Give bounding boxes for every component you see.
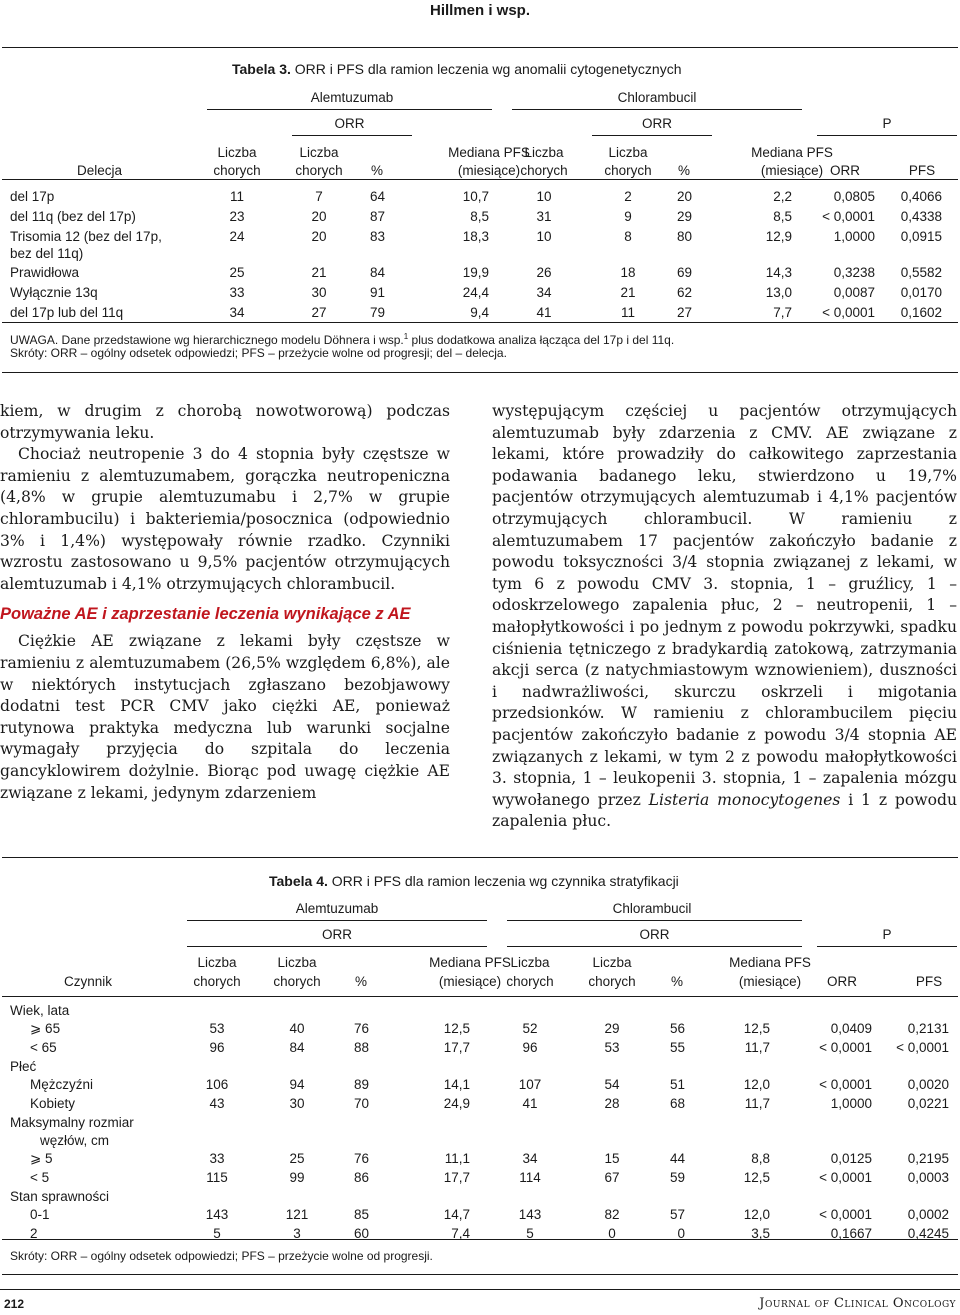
table-cell: 11,7 [744, 1040, 770, 1055]
table-cell: 88 [353, 1040, 369, 1055]
table-cell: 107 [518, 1077, 542, 1092]
rule [187, 920, 487, 921]
table-cell: 28 [604, 1096, 620, 1111]
table-cell: 0,0125 [830, 1151, 872, 1166]
column-header: (miesiące) [760, 163, 824, 178]
table-cell: 25 [289, 1151, 305, 1166]
column-header: Liczba [592, 955, 632, 970]
table-cell: 55 [669, 1040, 685, 1055]
table-cell: 24 [229, 229, 245, 244]
column-header: % [670, 974, 683, 989]
paragraph: Chociaż neutropenie 3 do 4 stopnia były częstsze w ramieniu z alemtuzumabem, gorączka neutropeniczna (4,8% w grupie alemtuzumabu i 2,7% w grupie chlorambucilu) i bakteriemia/posocznica (odpowiednio 3% i 1,4%) występowały równie rzadko. Czynniki wzrostu zastosowano u 9,5% pacjentów otrzymujących alemtuzumab i 4,1% otrzymujących chlorambucil. [0, 445, 450, 593]
table-cell: 80 [676, 229, 692, 244]
table-cell: 60 [353, 1226, 369, 1241]
table-cell: 68 [669, 1096, 685, 1111]
table-cell: 143 [205, 1207, 229, 1222]
table-cell: 9 [624, 209, 632, 224]
table-cell: 10,7 [462, 189, 489, 204]
row-label: < 65 [30, 1040, 57, 1055]
table-cell: 12,5 [743, 1170, 770, 1185]
table-cell: 2 [624, 189, 632, 204]
table-cell: 0,0805 [833, 189, 875, 204]
footer-rule [0, 1289, 960, 1290]
table-3-caption-label: Tabela 3. [232, 61, 291, 77]
table-cell: 34 [536, 285, 552, 300]
table-cell: 56 [669, 1021, 685, 1036]
table-cell: 1,0000 [830, 1096, 872, 1111]
column-header: chorych [295, 163, 343, 178]
table-cell: 70 [353, 1096, 369, 1111]
table-cell: 84 [369, 265, 385, 280]
column-header: chorych [213, 163, 261, 178]
rule [292, 135, 412, 136]
table-3-note: UWAGA. Dane przedstawione wg hierarchicznego modelu Döhnera i wsp.$^1$ plus dodatkowa analiza łącząca del 17p i del 11q. [10, 332, 675, 347]
table-cell: 0,0087 [833, 285, 875, 300]
group-header-alemtuzumab: Alemtuzumab [310, 90, 394, 105]
table-cell: 54 [604, 1077, 620, 1092]
table-cell: 33 [229, 285, 245, 300]
table-cell: 0,1667 [830, 1226, 872, 1241]
table-cell: 114 [519, 1170, 541, 1185]
group-label: Maksymalny rozmiar [10, 1115, 134, 1130]
row-label: < 5 [30, 1170, 50, 1185]
table-cell: 19,9 [462, 265, 489, 280]
table-4-caption-label: Tabela 4. [269, 873, 328, 889]
column-header: Liczba [197, 955, 237, 970]
table-cell: 41 [522, 1096, 538, 1111]
section-heading: Poważne AE i zaprzestanie leczenia wynikające z AE [0, 605, 411, 624]
row-label: Wyłącznie 13q [10, 285, 98, 300]
column-header: PFS [908, 163, 936, 178]
table-cell: 86 [353, 1170, 369, 1185]
column-header: Liczba [608, 145, 648, 160]
table-cell: 67 [604, 1170, 620, 1185]
table-cell: 17,7 [443, 1040, 470, 1055]
table-cell: 12,0 [743, 1077, 770, 1092]
table-cell: 121 [285, 1207, 309, 1222]
table-cell: 64 [369, 189, 385, 204]
table-cell: < 0,0001 [819, 1207, 872, 1222]
table-cell: 0,2131 [907, 1021, 949, 1036]
table-cell: 14,7 [443, 1207, 470, 1222]
column-header: (miesiące) [457, 163, 521, 178]
rule [507, 946, 802, 947]
table-cell: 0 [677, 1226, 685, 1241]
table-cell: 27 [676, 305, 692, 320]
table-cell: < 0,0001 [822, 209, 875, 224]
table-cell: 3,5 [751, 1226, 770, 1241]
column-header: % [370, 163, 383, 178]
journal-name: Journal of Clinical Oncology [759, 1296, 956, 1311]
table-cell: 14,3 [765, 265, 792, 280]
table-cell: 9,4 [470, 305, 489, 320]
table-cell: 0,5582 [900, 265, 942, 280]
table-cell: 83 [369, 229, 385, 244]
p-header: P [882, 927, 892, 942]
group-label-continued: węzłów, cm [40, 1133, 110, 1148]
rule [2, 996, 958, 997]
table-cell: 99 [289, 1170, 305, 1185]
table-cell: 25 [229, 265, 245, 280]
orr-header-alemtuzumab: ORR [334, 116, 365, 131]
table-cell: 31 [536, 209, 552, 224]
table-cell: 57 [669, 1207, 685, 1222]
column-header: % [677, 163, 690, 178]
table-cell: 30 [289, 1096, 305, 1111]
table-cell: 23 [229, 209, 245, 224]
table-cell: 53 [209, 1021, 225, 1036]
row-header: Delecja [77, 163, 123, 178]
table-cell: 24,4 [462, 285, 489, 300]
rule [592, 135, 712, 136]
table-cell: 89 [353, 1077, 369, 1092]
rule [2, 322, 958, 323]
table-cell: 76 [353, 1021, 369, 1036]
table-cell: 12,0 [743, 1207, 770, 1222]
table-cell: 5 [526, 1226, 534, 1241]
table-cell: 0,0003 [907, 1170, 949, 1185]
table-cell: 0,3238 [833, 265, 875, 280]
table-cell: 20 [676, 189, 692, 204]
table-cell: 0,4245 [907, 1226, 949, 1241]
table-cell: 12,9 [765, 229, 792, 244]
table-cell: 143 [518, 1207, 542, 1222]
table-cell: 0,0221 [907, 1096, 949, 1111]
table-cell: 30 [311, 285, 327, 300]
table-cell: 44 [669, 1151, 685, 1166]
table-cell: 2,2 [773, 189, 792, 204]
row-label: 0-1 [30, 1207, 50, 1222]
table-cell: 8 [624, 229, 632, 244]
table-cell: 85 [353, 1207, 369, 1222]
rule [2, 1239, 958, 1240]
column-header: (miesiące) [738, 974, 802, 989]
column-header: Liczba [524, 145, 564, 160]
table-cell: 96 [522, 1040, 538, 1055]
table-cell: 0,4066 [900, 189, 942, 204]
table-4 [2, 857, 958, 1275]
table-cell: 51 [669, 1077, 685, 1092]
group-label: Płeć [10, 1059, 37, 1074]
running-head: Hillmen i wsp. [429, 2, 531, 19]
right-column [492, 401, 957, 833]
table-cell: 94 [289, 1077, 305, 1092]
table-3-abbreviations: Skróty: ORR – ogólny odsetek odpowiedzi; PFS – przeżycie wolne od progresji; del – delecja. [10, 346, 507, 360]
rule [187, 946, 487, 947]
table-cell: 84 [289, 1040, 305, 1055]
column-header: Liczba [217, 145, 257, 160]
table-cell: 0,1602 [900, 305, 942, 320]
rule [817, 135, 957, 136]
orr-header-chlorambucil: ORR [642, 116, 672, 131]
column-header: ORR [830, 163, 860, 178]
table-cell: 8,8 [751, 1151, 770, 1166]
row-header: Czynnik [64, 974, 113, 989]
table-cell: 11 [620, 305, 635, 320]
table-cell: 15 [604, 1151, 620, 1166]
table-cell: < 0,0001 [896, 1040, 949, 1055]
column-header: chorych [273, 974, 321, 989]
table-cell: 34 [229, 305, 245, 320]
table-cell: 0,0409 [830, 1021, 872, 1036]
column-header: chorych [588, 974, 636, 989]
table-cell: 82 [604, 1207, 620, 1222]
column-header: chorych [193, 974, 241, 989]
table-cell: 5 [213, 1226, 221, 1241]
table-cell: 12,5 [743, 1021, 770, 1036]
paragraph: występującym częściej u pacjentów otrzymujących alemtuzumab były zdarzenia z CMV. AE związane z lekami, które prowadziły do całkowitego zaprzestania podawania badanego leku, stwierdzono u 19,7% pacjentów otrzymujących alemtuzumab i 4,1% pacjentów otrzymujących chlorambucil. W ramieniu z alemtuzumabem 17 pacjentów zakończyło badanie z powodu toksyczności 3/4 stopnia związanej z lekami, w tym 6 z powodu CMV 3. stopnia, 1 – gruźlicy, 1 – odoskrzelowego zapalenia płuc, 2 – neutropenii, 1 – małopłytkowości i po jednym z powodu pokrzywki, spadku ciśnienia tętniczego z bradykardią zatokową, zatrzymania akcji serca (z natychmiastowym wznowieniem), duszności i nadwrażliwości, skurczu oskrzeli i migotania przedsionków. W ramieniu z chlorambucilem pięciu pacjentów zakończyło badanie z powodu 3/4 stopnia AE związanych z lekami, w tym 2 z powodu małopłytkowości 3. stopnia, 1 – leukopenii 3. stopnia, 1 – zapalenia mózgu wywołanego przez Listeria monocytogenes i 1 z powodu zapalenia płuc. [492, 402, 958, 831]
table-cell: 0,0002 [907, 1207, 949, 1222]
table-cell: 11,7 [744, 1096, 770, 1111]
table-cell: 11,1 [444, 1151, 470, 1166]
table-cell: 7,7 [773, 305, 792, 320]
table-cell: 8,5 [773, 209, 792, 224]
table-cell: 21 [620, 285, 636, 300]
table-4-abbreviations: Skróty: ORR – ogólny odsetek odpowiedzi; PFS – przeżycie wolne od progresji. [10, 1249, 433, 1263]
table-cell: 34 [522, 1151, 538, 1166]
group-header-chlorambucil: Chlorambucil [612, 901, 692, 916]
table-cell: 7,4 [451, 1226, 470, 1241]
column-header: chorych [520, 163, 568, 178]
table-cell: 26 [536, 265, 552, 280]
column-header: Liczba [277, 955, 317, 970]
table-cell: 3 [293, 1226, 301, 1241]
row-label: del 17p lub del 11q [10, 305, 124, 320]
paragraph: kiem, w drugim z chorobą nowotworową) podczas otrzymywania leku. [0, 402, 450, 442]
table-cell: 52 [522, 1021, 538, 1036]
table-cell: 53 [604, 1040, 620, 1055]
table-cell: 10 [536, 229, 552, 244]
table-cell: 33 [209, 1151, 225, 1166]
table-cell: 41 [536, 305, 552, 320]
orr-header-alemtuzumab: ORR [322, 927, 352, 942]
table-cell: 20 [311, 209, 327, 224]
row-label: 2 [30, 1226, 38, 1241]
table-cell: 18,3 [462, 229, 489, 244]
table-3-caption-text: ORR i PFS dla ramion leczenia wg anomalii cytogenetycznych [294, 61, 682, 77]
column-header: Mediana PFS [448, 145, 530, 160]
table-cell: 13,0 [765, 285, 792, 300]
table-cell: 115 [206, 1170, 228, 1185]
table-cell: 62 [676, 285, 692, 300]
column-header: Mediana PFS [729, 955, 811, 970]
table-cell: 1,0000 [833, 229, 875, 244]
row-label: Prawidłowa [10, 265, 80, 280]
column-header: Mediana PFS [751, 145, 833, 160]
table-cell: 27 [311, 305, 327, 320]
table-4-caption-text: ORR i PFS dla ramion leczenia wg czynnika stratyfikacji [331, 873, 679, 889]
table-4-caption [269, 871, 679, 891]
table-cell: 0,4338 [900, 209, 942, 224]
table-cell: 69 [676, 265, 692, 280]
table-cell: 106 [205, 1077, 229, 1092]
table-cell: 7 [315, 189, 323, 204]
table-cell: 40 [289, 1021, 305, 1036]
table-cell: < 0,0001 [819, 1040, 872, 1055]
row-label: Kobiety [30, 1096, 76, 1111]
group-header-chlorambucil: Chlorambucil [617, 90, 697, 105]
row-label-continued: bez del 11q) [10, 246, 84, 261]
group-label: Stan sprawności [10, 1189, 110, 1204]
rule [512, 109, 802, 110]
table-cell: 0,0915 [900, 229, 942, 244]
row-label: del 17p [10, 189, 55, 204]
table-cell: 91 [369, 285, 385, 300]
column-header: chorych [604, 163, 652, 178]
table-3-caption [232, 59, 682, 79]
page-number: 212 [4, 1297, 25, 1311]
table-cell: 76 [353, 1151, 369, 1166]
paragraph: Ciężkie AE związane z lekami były częstsze w ramieniu z alemtuzumabem (26,5% względem 6,8%), ale w niektórych instytucjach zgłaszano bezobjawowy dodatni test PCR CMV jako ciężki AE, ponieważ rutynowa praktyka medyczna lub warunki socjalne wymagały przyjęcia do szpitala do leczenia gancyklowirem dożylnie. Biorąc pod uwagę ciężkie AE związane z lekami, jedynym zdarzeniem [0, 632, 450, 802]
table-cell: 0,2195 [907, 1151, 949, 1166]
table-cell: 14,1 [443, 1077, 470, 1092]
table-cell: 0,0170 [900, 285, 942, 300]
rule [2, 179, 958, 180]
table-cell: 96 [209, 1040, 225, 1055]
table-cell: 0,0020 [907, 1077, 949, 1092]
column-header: Liczba [510, 955, 550, 970]
table-cell: 59 [669, 1170, 685, 1185]
column-header: chorych [506, 974, 554, 989]
table-cell: 8,5 [470, 209, 489, 224]
column-header: PFS [915, 974, 943, 989]
table-cell: 12,5 [443, 1021, 470, 1036]
table-cell: 29 [604, 1021, 620, 1036]
row-label: ⩾ 5 [30, 1151, 53, 1166]
table-cell: 79 [369, 305, 385, 320]
row-label: ⩾ 65 [30, 1021, 61, 1036]
table-cell: 18 [620, 265, 636, 280]
rule [207, 109, 492, 110]
table-cell: 87 [369, 209, 385, 224]
table-cell: 11 [229, 189, 244, 204]
table-cell: 29 [676, 209, 692, 224]
row-label: Mężczyźni [30, 1077, 94, 1092]
column-header: % [354, 974, 367, 989]
table-cell: 17,7 [443, 1170, 470, 1185]
left-column [0, 401, 450, 804]
column-header: ORR [827, 974, 857, 989]
rule [507, 920, 802, 921]
table-3 [2, 47, 958, 373]
row-label: del 11q (bez del 17p) [10, 209, 136, 224]
table-cell: < 0,0001 [819, 1170, 872, 1185]
table-cell: 24,9 [443, 1096, 470, 1111]
column-header: (miesiące) [438, 974, 502, 989]
group-header-alemtuzumab: Alemtuzumab [295, 901, 379, 916]
table-cell: < 0,0001 [822, 305, 875, 320]
table-cell: 0 [608, 1226, 616, 1241]
row-label: Trisomia 12 (bez del 17p, [10, 229, 162, 244]
p-header: P [882, 116, 892, 131]
table-cell: 10 [536, 189, 552, 204]
table-cell: 43 [209, 1096, 225, 1111]
group-label: Wiek, lata [10, 1003, 70, 1018]
column-header: Mediana PFS [429, 955, 511, 970]
table-cell: < 0,0001 [819, 1077, 872, 1092]
orr-header-chlorambucil: ORR [639, 927, 670, 942]
rule [817, 946, 957, 947]
table-cell: 20 [311, 229, 327, 244]
table-cell: 21 [311, 265, 327, 280]
column-header: Liczba [299, 145, 339, 160]
